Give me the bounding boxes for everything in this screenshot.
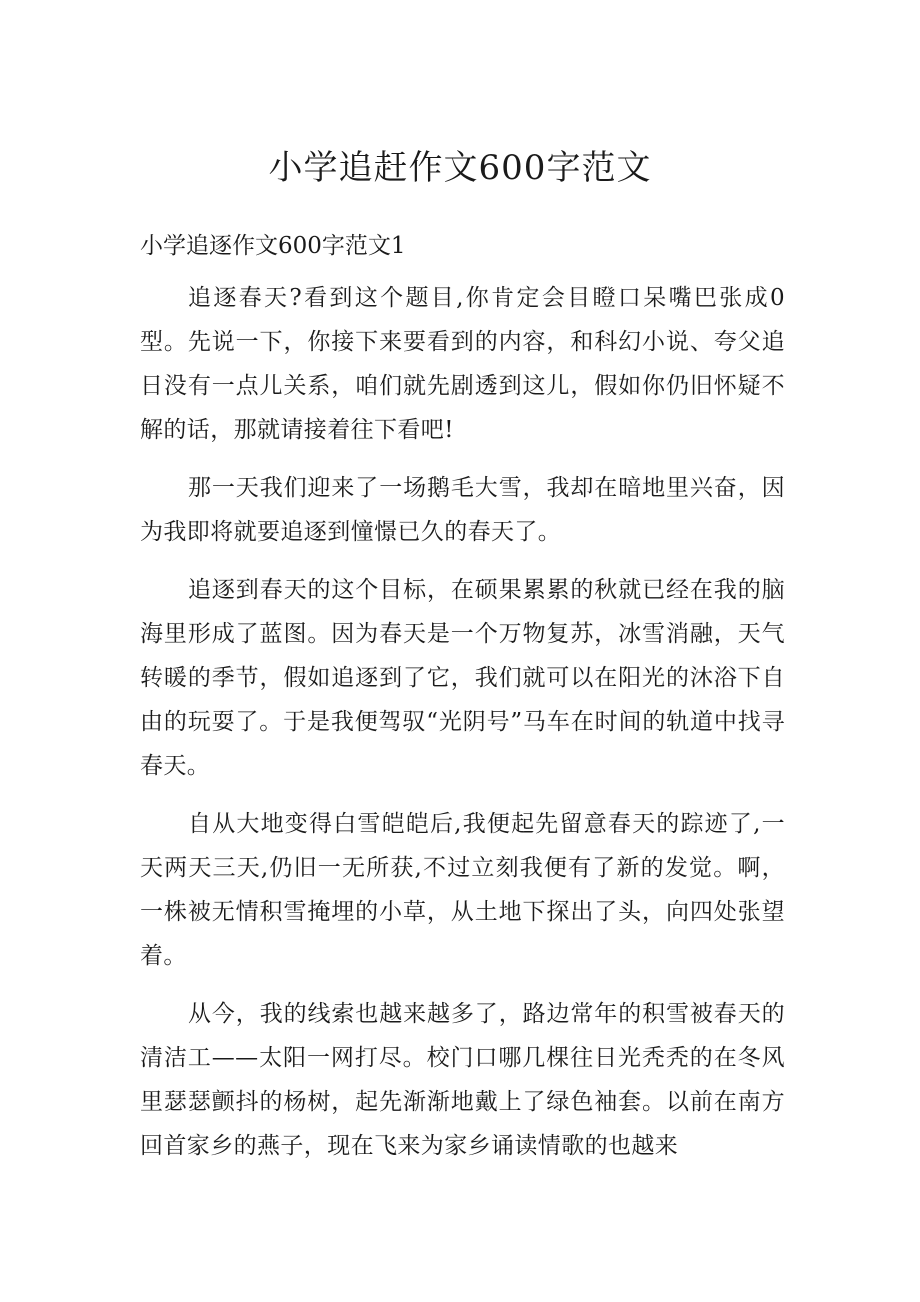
paragraph: 自从大地变得白雪皑皑后,我便起先留意春天的踪迹了,一天两天三天,仍旧一无所获,不过立刻我便有了新的发觉。啊，一株被无情积雪掩埋的小草，从土地下探出了头，向四处张望着。 [140,811,785,969]
section-heading: 小学追逐作文600字范文1 [140,233,406,259]
paragraph: 从今，我的线索也越来越多了，路边常年的积雪被春天的清洁工——太阳一网打尽。校门口哪几棵往日光秃秃的在冬风里瑟瑟颤抖的杨树，起先渐渐地戴上了绿色袖套。以前在南方回首家乡的燕子，现在飞来为家乡诵读情歌的也越来 [140,1001,785,1159]
paragraph: 追逐到春天的这个目标，在硕果累累的秋就已经在我的脑海里形成了蓝图。因为春天是一个万物复苏，冰雪消融，天气转暖的季节，假如追逐到了它，我们就可以在阳光的沐浴下自由的玩耍了。于是我便驾驭“光阴号”马车在时间的轨道中找寻春天。 [140,577,785,779]
document-title: 小学追赶作文600字范文 [268,148,652,188]
document-body [140,276,785,1182]
paragraph: 那一天我们迎来了一场鹅毛大雪，我却在暗地里兴奋，因为我即将就要追逐到憧憬已久的春天了。 [140,475,785,545]
paragraph: 追逐春天?看到这个题目,你肯定会目瞪口呆嘴巴张成0型。先说一下，你接下来要看到的内容，和科幻小说、夸父追日没有一点儿关系，咱们就先剧透到这儿，假如你仍旧怀疑不解的话，那就请接着往下看吧! [140,285,785,443]
